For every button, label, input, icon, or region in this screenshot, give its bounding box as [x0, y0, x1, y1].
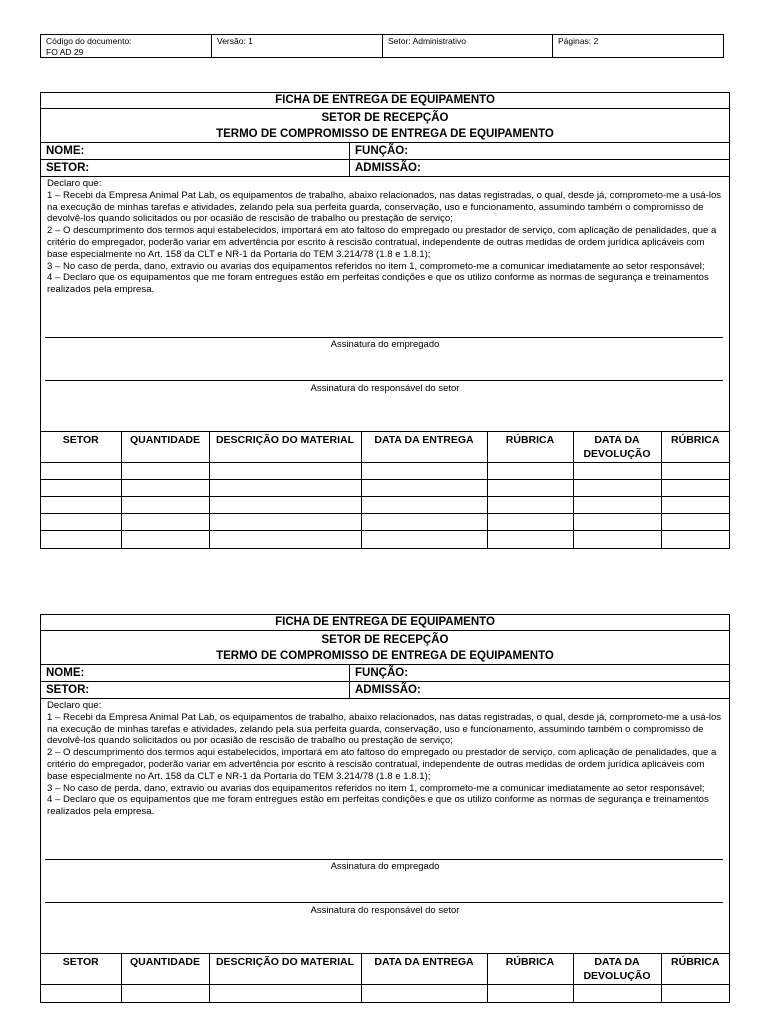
setor-field[interactable]: SETOR: — [41, 682, 350, 698]
declaration-item-2: 2 – O descumprimento dos termos aqui estabelecidos, importará em ato faltoso do empregado ou prestador de serviço, com aplicação de penalidades, que a critério do empregador, poderão variar em advertência por escrito à rescisão contratual, independente de outras medidas de ordem jurídica aplicáveis com base especialmente no Art. 158 da CLT e NR-1 da Portaria do TEM 3.214/78 (1.8 e 1.8.1); — [47, 225, 717, 260]
table-cell[interactable] — [121, 497, 209, 514]
employee-signature-label: Assinatura do empregado — [330, 861, 440, 872]
table-cell[interactable] — [361, 480, 487, 497]
table-cell[interactable] — [41, 531, 121, 548]
nome-field[interactable]: NOME: — [41, 143, 350, 159]
col-header-setor: SETOR — [41, 954, 121, 985]
table-cell[interactable] — [361, 514, 487, 531]
table-cell[interactable] — [209, 985, 361, 1002]
table-cell[interactable] — [361, 497, 487, 514]
table-cell[interactable] — [573, 497, 661, 514]
declaration-item-3: 3 – No caso de perda, dano, extravio ou avarias dos equipamentos referidos no item 1, comprometo-me a comunicar imediatamente ao setor responsável; — [47, 782, 705, 794]
signature-area — [41, 859, 729, 954]
declaration-item-1: 1 – Recebi da Empresa Animal Pat Lab, os equipamentos de trabalho, abaixo relacionados, nas datas registradas, o qual, desde já, comprometo-me a usá-los na execução de minhas tarefas e atividades, zelando pela sua perfeita guarda, conservação, uso e funcionamento, assumindo também o compromisso de devolvê-los quando solicitados ou por ocasião de rescisão de trabalho ou prestação de serviço; — [47, 189, 722, 225]
table-cell[interactable] — [573, 985, 661, 1002]
table-row — [41, 480, 729, 497]
declaration-item-4: 4 – Declaro que os equipamentos que me foram entregues estão em perfeitas condições e que os utilizo conforme as normas de segurança e treinamentos realizados pela empresa. — [47, 272, 709, 296]
form-subtitle-term: TERMO DE COMPROMISSO DE ENTREGA DE EQUIPAMENTO — [216, 128, 554, 140]
table-cell[interactable] — [209, 497, 361, 514]
table-cell[interactable] — [487, 463, 573, 480]
field-row-nome — [41, 665, 729, 682]
manager-signature-label: Assinatura do responsável do setor — [310, 383, 460, 394]
equipment-form-2 — [40, 614, 730, 1003]
admissao-field[interactable]: ADMISSÃO: — [355, 684, 421, 696]
form-title: FICHA DE ENTREGA DE EQUIPAMENTO — [41, 93, 729, 109]
table-row — [41, 497, 729, 514]
form-subtitle-sector: SETOR DE RECEPÇÃO — [321, 112, 449, 124]
col-header-quantidade: QUANTIDADE — [121, 954, 209, 985]
table-cell[interactable] — [661, 531, 729, 548]
table-cell[interactable] — [573, 531, 661, 548]
table-cell[interactable] — [661, 514, 729, 531]
table-row — [41, 531, 729, 548]
table-cell[interactable] — [209, 531, 361, 548]
funcao-field[interactable]: FUNÇÃO: — [355, 667, 409, 679]
table-cell[interactable] — [121, 531, 209, 548]
declaration-item-4: 4 – Declaro que os equipamentos que me foram entregues estão em perfeitas condições e que os utilizo conforme as normas de segurança e treinamentos realizados pela empresa. — [47, 794, 709, 818]
col-header-data-devolucao: DATA DA DEVOLUÇÃO — [573, 432, 661, 463]
table-cell[interactable] — [487, 985, 573, 1002]
table-cell[interactable] — [361, 531, 487, 548]
declaration-item-1: 1 – Recebi da Empresa Animal Pat Lab, os equipamentos de trabalho, abaixo relacionados, nas datas registradas, o qual, desde já, comprometo-me a usá-los na execução de minhas tarefas e atividades, zelando pela sua perfeita guarda, conservação, uso e funcionamento, assumindo também o compromisso de devolvê-los quando solicitados ou por ocasião de rescisão de trabalho ou prestação de serviço; — [47, 711, 722, 747]
table-cell[interactable] — [487, 480, 573, 497]
manager-signature-line[interactable] — [45, 902, 723, 903]
document-header — [40, 34, 724, 58]
col-header-descricao: DESCRIÇÃO DO MATERIAL — [209, 432, 361, 463]
col-header-quantidade: QUANTIDADE — [121, 432, 209, 463]
form-title: FICHA DE ENTREGA DE EQUIPAMENTO — [41, 615, 729, 631]
col-header-data-devolucao: DATA DA DEVOLUÇÃO — [573, 954, 661, 985]
signature-area — [41, 337, 729, 432]
col-header-descricao: DESCRIÇÃO DO MATERIAL — [209, 954, 361, 985]
version-cell: Versão: 1 — [212, 35, 383, 57]
pages-cell: Páginas: 2 — [558, 36, 599, 46]
manager-signature-label: Assinatura do responsável do setor — [310, 905, 460, 916]
declaration-item-3: 3 – No caso de perda, dano, extravio ou avarias dos equipamentos referidos no item 1, comprometo-me a comunicar imediatamente ao setor responsável; — [47, 260, 705, 272]
table-row — [41, 514, 729, 531]
col-header-rubrica: RÚBRICA — [487, 954, 573, 985]
field-row-setor — [41, 160, 729, 177]
doc-code-value: FO AD 29 — [46, 47, 84, 57]
table-cell[interactable] — [573, 514, 661, 531]
funcao-field[interactable]: FUNÇÃO: — [355, 145, 409, 157]
field-row-setor — [41, 682, 729, 699]
form-subtitle-sector: SETOR DE RECEPÇÃO — [321, 634, 449, 646]
table-cell[interactable] — [41, 463, 121, 480]
table-cell[interactable] — [661, 463, 729, 480]
table-cell[interactable] — [573, 480, 661, 497]
admissao-field[interactable]: ADMISSÃO: — [355, 162, 421, 174]
equipment-form-1 — [40, 92, 730, 549]
equipment-table — [41, 954, 729, 1002]
employee-signature-line[interactable] — [45, 337, 723, 338]
col-header-data-entrega: DATA DA ENTREGA — [361, 954, 487, 985]
equipment-table — [41, 432, 729, 548]
table-cell[interactable] — [487, 531, 573, 548]
table-cell[interactable] — [41, 985, 121, 1002]
form-subtitle — [41, 631, 729, 665]
declaration-text — [41, 177, 729, 337]
form-subtitle-term: TERMO DE COMPROMISSO DE ENTREGA DE EQUIPAMENTO — [216, 650, 554, 662]
table-cell[interactable] — [121, 514, 209, 531]
table-cell[interactable] — [573, 463, 661, 480]
col-header-data-entrega: DATA DA ENTREGA — [361, 432, 487, 463]
table-cell[interactable] — [209, 514, 361, 531]
table-cell[interactable] — [41, 514, 121, 531]
nome-field[interactable]: NOME: — [41, 665, 350, 681]
declaration-intro: Declaro que: — [47, 178, 102, 189]
col-header-rubrica: RÚBRICA — [487, 432, 573, 463]
form-subtitle — [41, 109, 729, 143]
field-row-nome — [41, 143, 729, 160]
table-row — [41, 985, 729, 1002]
declaration-intro: Declaro que: — [47, 700, 102, 711]
col-header-rubrica-2: RÚBRICA — [661, 954, 729, 985]
table-cell[interactable] — [209, 463, 361, 480]
table-cell[interactable] — [661, 497, 729, 514]
sector-cell: Setor: Administrativo — [383, 35, 553, 57]
col-header-rubrica-2: RÚBRICA — [661, 432, 729, 463]
setor-field[interactable]: SETOR: — [41, 160, 350, 176]
table-cell[interactable] — [41, 497, 121, 514]
table-cell[interactable] — [121, 985, 209, 1002]
employee-signature-line[interactable] — [45, 859, 723, 860]
table-row — [41, 463, 729, 480]
table-cell[interactable] — [41, 480, 121, 497]
table-header-row — [41, 432, 729, 463]
declaration-text — [41, 699, 729, 859]
table-cell[interactable] — [209, 480, 361, 497]
doc-code-label: Código do documento: — [46, 36, 132, 46]
col-header-setor: SETOR — [41, 432, 121, 463]
table-cell[interactable] — [121, 480, 209, 497]
employee-signature-label: Assinatura do empregado — [330, 339, 440, 350]
doc-code-cell — [41, 35, 212, 57]
table-cell[interactable] — [487, 514, 573, 531]
manager-signature-line[interactable] — [45, 380, 723, 381]
table-cell[interactable] — [361, 985, 487, 1002]
table-cell[interactable] — [487, 497, 573, 514]
table-cell[interactable] — [121, 463, 209, 480]
table-cell[interactable] — [661, 985, 729, 1002]
table-cell[interactable] — [361, 463, 487, 480]
table-header-row — [41, 954, 729, 985]
table-cell[interactable] — [661, 480, 729, 497]
declaration-item-2: 2 – O descumprimento dos termos aqui estabelecidos, importará em ato faltoso do empregado ou prestador de serviço, com aplicação de penalidades, que a critério do empregador, poderão variar em advertência por escrito à rescisão contratual, independente de outras medidas de ordem jurídica aplicáveis com base especialmente no Art. 158 da CLT e NR-1 da Portaria do TEM 3.214/78 (1.8 e 1.8.1); — [47, 747, 717, 782]
